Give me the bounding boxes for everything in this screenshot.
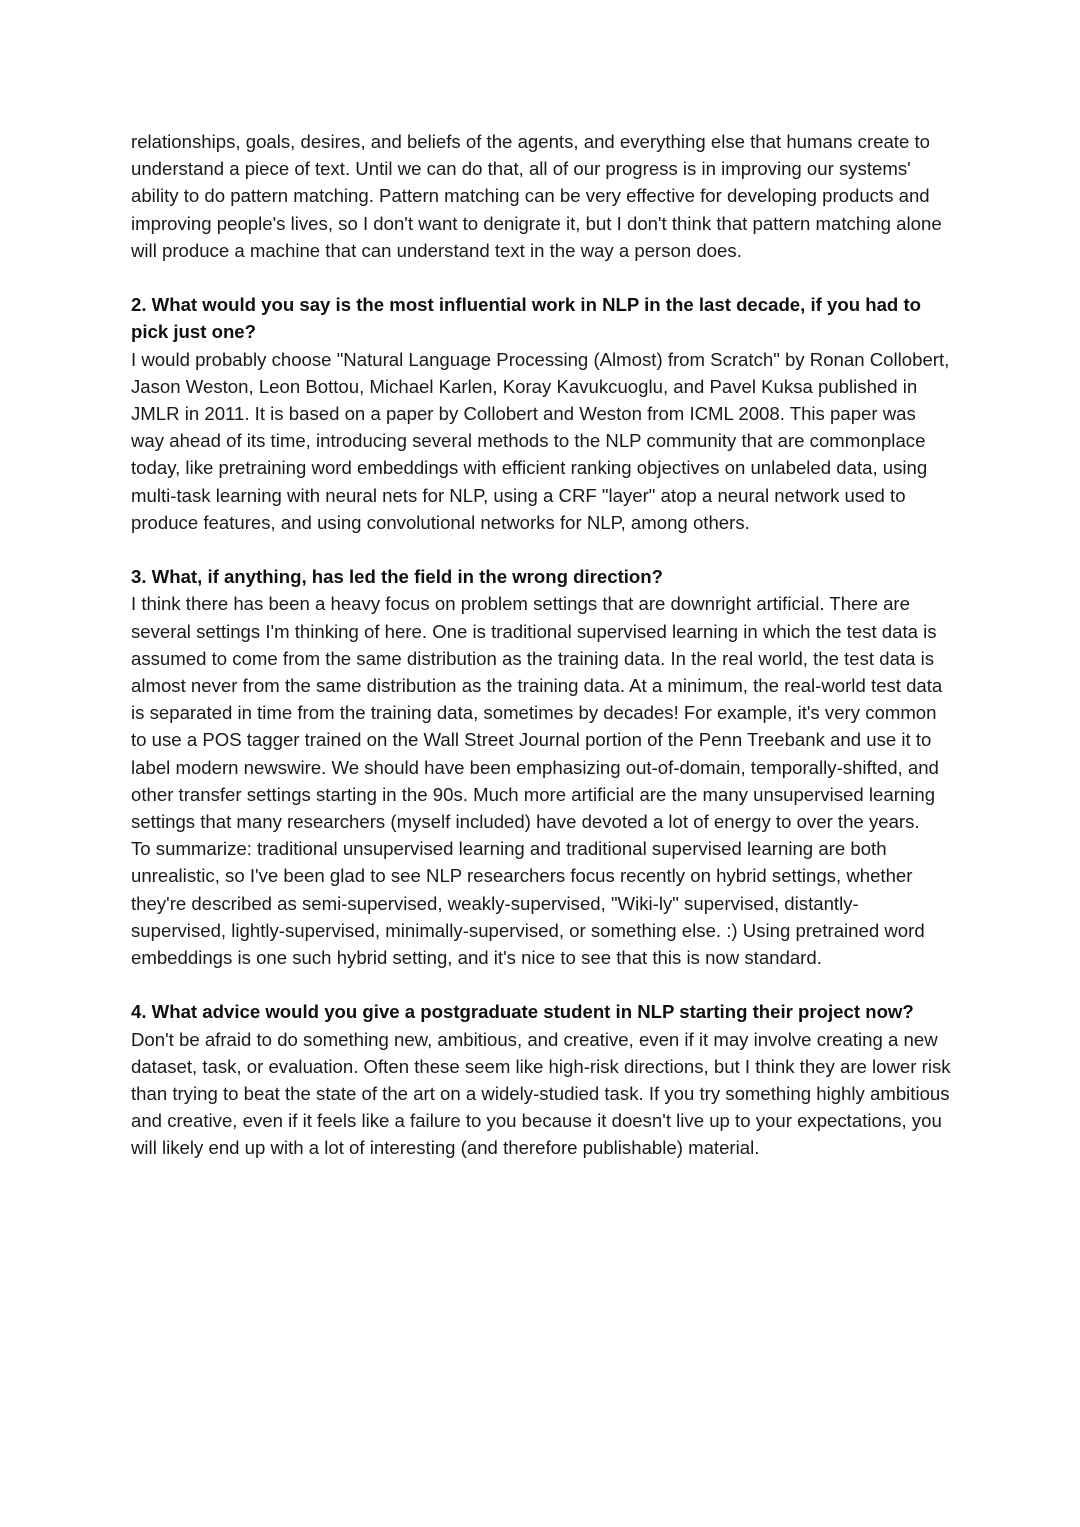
answer-paragraph: I would probably choose "Natural Language Processing (Almost) from Scratch" by Ronan Collobert, Jason Weston, Leon Bottou, Michael Karlen, Koray Kavukcuoglu, and Pavel Kuksa published in JMLR in 2011. It is based on a paper by Collobert and Weston from ICML 2008. This paper was way ahead of its time, introducing several methods to the NLP community that are commonplace today, like pretraining word embeddings with efficient ranking objectives on unlabeled data, using multi-task learning with neural nets for NLP, using a CRF "layer" atop a neural network used to produce features, and using convolutional networks for NLP, among others. bbox=[131, 348, 950, 533]
intro-paragraph: relationships, goals, desires, and beliefs of the agents, and everything else that humans create to understand a piece of text. Until we can do that, all of our progress is in improving our systems' ability to do pattern matching. Pattern matching can be very effective for developing products and improving people's lives, so I don't want to denigrate it, but I don't think that pattern matching alone will produce a machine that can understand text in the way a person does. bbox=[131, 131, 942, 261]
question-heading: 4. What advice would you give a postgraduate student in NLP starting their project now? bbox=[131, 1001, 914, 1023]
answer-paragraph: To summarize: traditional unsupervised learning and traditional supervised learning are both unrealistic, so I've been glad to see NLP researchers focus recently on hybrid settings, whether they're described as semi-supervised, weakly-supervised, "Wiki-ly" supervised, distantly-supervised, lightly-supervised, minimally-supervised, or something else. :) Using pretrained word embeddings is one such hybrid setting, and it's nice to see that this is now standard. bbox=[131, 838, 925, 969]
qa-section-2 bbox=[131, 291, 953, 536]
answer-paragraph: I think there has been a heavy focus on problem settings that are downright artificial. There are several settings I'm thinking of here. One is traditional supervised learning in which the test data is assumed to come from the same distribution as the training data. In the real world, the test data is almost never from the same distribution as the training data. At a minimum, the real-world test data is separated in time from the training data, sometimes by decades! For example, it's very common to use a POS tagger trained on the Wall Street Journal portion of the Penn Treebank and use it to label modern newswire. We should have been emphasizing out-of-domain, temporally-shifted, and other transfer settings starting in the 90s. Much more artificial are the many unsupervised learning settings that many researchers (myself included) have devoted a lot of energy to over the years. bbox=[131, 593, 943, 833]
answer-paragraph: Don't be afraid to do something new, ambitious, and creative, even if it may involve creating a new dataset, task, or evaluation. Often these seem like high-risk directions, but I think they are lower risk than trying to beat the state of the art on a widely-studied task. If you try something highly ambitious and creative, even if it feels like a failure to you because it doesn't live up to your expectations, you will likely end up with a lot of interesting (and therefore publishable) material. bbox=[131, 1028, 951, 1159]
qa-section-4 bbox=[131, 998, 953, 1161]
question-heading: 2. What would you say is the most influential work in NLP in the last decade, if you had to pick just one? bbox=[131, 294, 921, 343]
qa-section-3 bbox=[131, 563, 953, 971]
document-page bbox=[131, 128, 953, 1162]
question-heading: 3. What, if anything, has led the field in the wrong direction? bbox=[131, 566, 664, 588]
